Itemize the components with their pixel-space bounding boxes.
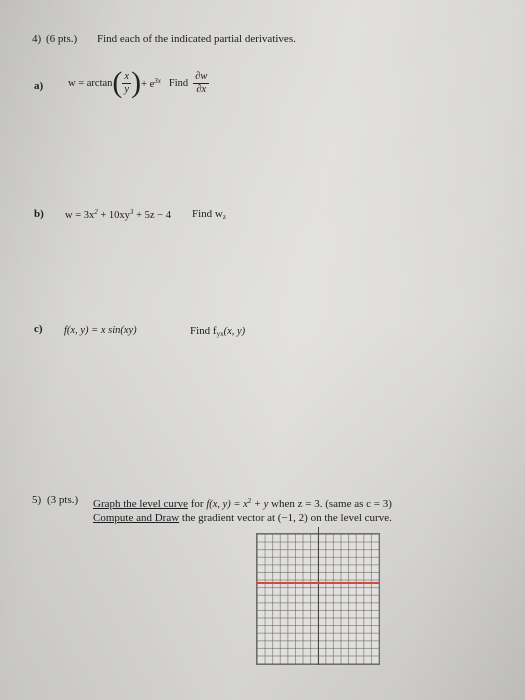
part-a-d-den: ∂x (196, 83, 207, 95)
part-b-find-text: Find w (192, 208, 223, 220)
part-c-label: c) (34, 323, 43, 335)
part-b-eq-3: + 5z − 4 (133, 210, 171, 221)
part-b-eq-1-sup: 2 (94, 208, 98, 216)
part-b-find-sub: z (222, 213, 226, 221)
part-b-label: b) (34, 208, 44, 220)
part-a-equation (68, 68, 209, 98)
part-a-frac-den: y (124, 83, 130, 95)
graph-y-axis (318, 527, 319, 665)
part-b-eq-1: w = 3x (65, 210, 95, 221)
problem-5-function: f(x, y) = x (206, 499, 248, 510)
part-a-d-num: ∂w (195, 71, 208, 83)
right-paren-glyph: ) (131, 66, 142, 99)
part-b-eq-2-sup: 3 (129, 208, 134, 216)
part-c-find (190, 325, 245, 338)
problem-5-for: for (187, 498, 207, 510)
problem-5-function-sup: 2 (247, 497, 252, 505)
problem-5-number: 5) (32, 494, 42, 506)
part-c-equation: f(x, y) = x sin(xy) (64, 325, 137, 336)
problem-5-compute-text: Compute and Draw (93, 512, 180, 524)
part-c-find-sub: yx (216, 330, 224, 338)
part-b-eq-2: + 10xy (97, 210, 130, 221)
part-a-frac-num: x (124, 71, 130, 83)
problem-5-when: when z = 3. (same as c = 3) (268, 498, 392, 510)
problem-5-points: (3 pts.) (47, 494, 79, 506)
part-c-find-tail: (x, y) (223, 326, 246, 337)
problem-5-function-tail: + y (251, 499, 269, 510)
part-a-plus: + e (141, 78, 155, 90)
part-c-find-text: Find f (190, 325, 217, 337)
part-a-fraction (122, 71, 131, 94)
part-a-find: Find (168, 77, 189, 89)
problem-4-number: 4) (32, 33, 42, 45)
problem-5-graph-text: Graph the level curve (93, 498, 188, 510)
part-b-find (192, 208, 226, 221)
problem-4-instruction: Find each of the indicated partial derivatives. (97, 33, 296, 45)
problem-4-points: (6 pts.) (46, 33, 78, 45)
part-a-label: a) (34, 80, 44, 92)
problem-5-line-2 (93, 512, 392, 524)
part-a-plus-exp (141, 77, 161, 90)
part-a-exponent: 3x (154, 76, 161, 85)
part-b-equation (65, 208, 171, 221)
left-paren-glyph: ( (112, 66, 123, 99)
problem-5-line-1 (93, 497, 392, 510)
part-a-derivative (193, 71, 209, 94)
part-a-lhs: w = arctan (68, 77, 113, 89)
problem-5-gradient-text: the gradient vector at (−1, 2) on the level curve. (179, 512, 392, 524)
graph-x-axis (256, 582, 379, 584)
